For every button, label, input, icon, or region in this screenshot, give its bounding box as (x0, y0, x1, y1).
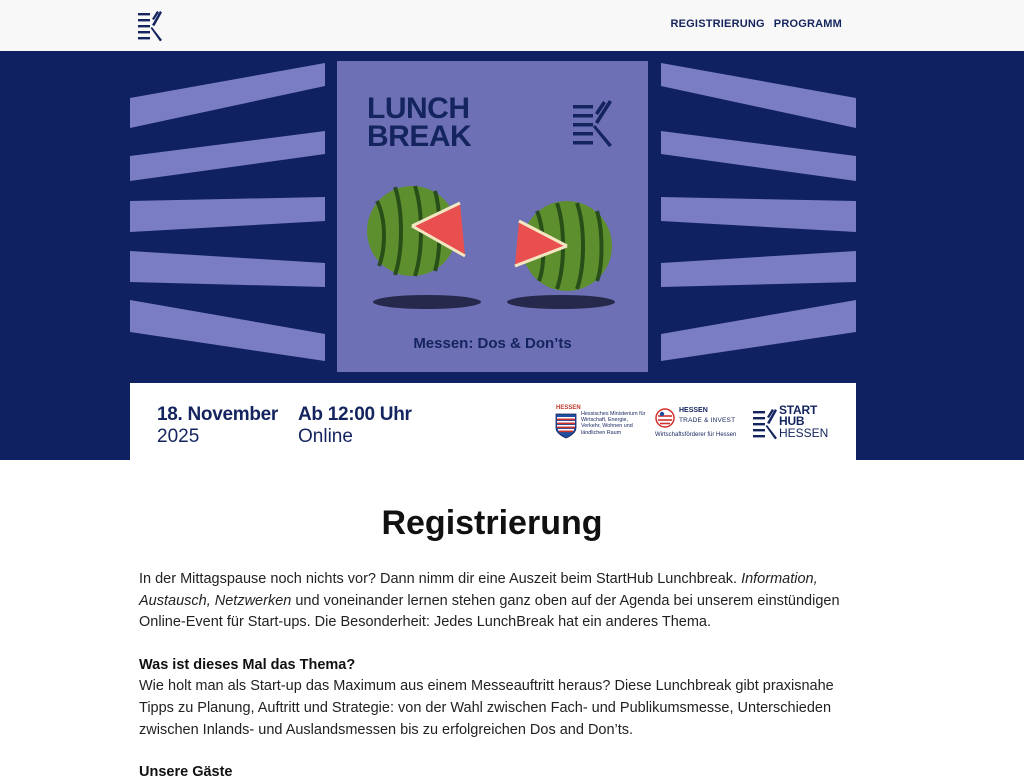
partner-hessen-ministry (555, 405, 645, 443)
hero-banner (0, 51, 1024, 460)
intro-text-italic: Information, Austausch, Netzwerken (139, 571, 818, 609)
starthub-line-2: HUB (779, 414, 805, 428)
partner-starthub-hessen (753, 405, 837, 443)
lunch-break-subtitle: Messen: Dos & Don’ts (413, 335, 572, 352)
title-line-1: LUNCH (367, 92, 470, 125)
event-date: 18. November (157, 404, 279, 425)
intro-paragraph (139, 569, 845, 634)
guests-heading: Unsere Gäste (139, 764, 233, 781)
intro-text-2: und voneinander lernen stehen ganz oben auf der Agenda bei unserem einstündigen Online-Event für Start-ups. Die Besonderheit: Jedes LunchBreak hat ein anderes Thema. (139, 592, 840, 631)
starthub-logo-icon (753, 407, 777, 441)
top-bar-inner (138, 0, 842, 51)
event-time: Ab 12:00 Uhr (298, 404, 412, 425)
main-nav (671, 18, 843, 30)
hessen-ministry-text: Hessisches Ministerium für Wirtschaft, Energie, Verkehr, Wohnen und ländlichen Raum (581, 411, 646, 436)
intro-text-1: In der Mittagspause noch nichts vor? Dann nimm dir eine Auszeit beim StartHub Lunchbreak. (139, 571, 742, 587)
watermelon-left-icon (367, 186, 465, 276)
nav-programm-link[interactable]: PROGRAMM (773, 18, 842, 30)
trade-globe-icon (655, 408, 675, 428)
hessen-crest-icon (555, 413, 577, 439)
partner-hessen-trade-invest (655, 405, 745, 443)
trade-tagline: Wirtschaftsförderer für Hessen (655, 432, 737, 438)
starthub-line-1: START (779, 403, 818, 417)
starthub-line-3: HESSEN (779, 426, 829, 440)
watermelon-right-icon (515, 201, 612, 291)
topic-description: Wie holt man als Start-up das Maximum aus einem Messeauftritt heraus? Diese Lunchbreak gibt praxisnahe Tipps zu Planung, Auftritt und Strategie: von der Wahl zwischen Fach- und Publikumsmesse, Unterschieden zwischen Inlands- und Auslandsmessen bis zu erfolgreichen Dos and Don’ts. (139, 678, 834, 738)
registration-content (139, 460, 845, 784)
nav-registrierung-link[interactable]: REGISTRIERUNG (670, 18, 765, 30)
event-format: Online (298, 426, 353, 447)
title-line-2: BREAK (367, 120, 472, 153)
top-bar (0, 0, 1024, 51)
trade-subname: TRADE & INVEST (679, 417, 736, 424)
watermelons-illustration (337, 61, 648, 372)
hessen-label: HESSEN (556, 405, 581, 411)
topic-question-heading: Was ist dieses Mal das Thema? (139, 656, 356, 673)
lunch-break-card (337, 61, 648, 372)
trade-name: HESSEN (679, 407, 708, 414)
starthub-logo-icon[interactable] (138, 9, 162, 43)
hero-artwork-frame (130, 51, 856, 383)
event-info-strip (130, 383, 856, 460)
page-title: Registrierung (381, 504, 603, 542)
event-year: 2025 (157, 426, 200, 447)
